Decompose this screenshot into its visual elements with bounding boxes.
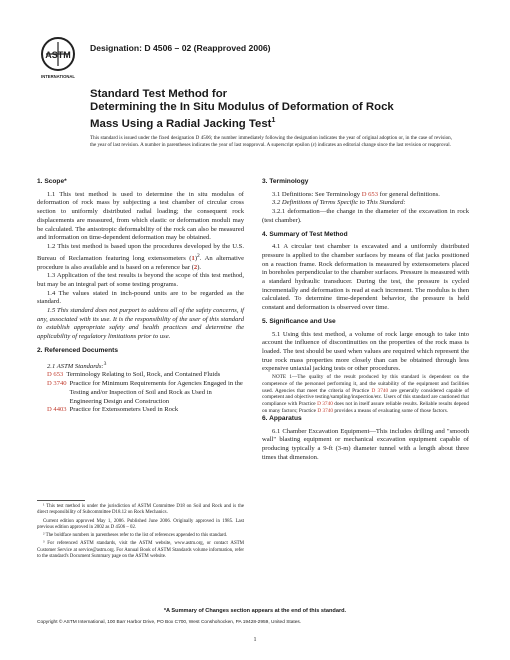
section-heading-apparatus: 6. Apparatus [262,414,302,422]
section-heading-referenced-documents: 2. Referenced Documents [37,346,118,354]
paragraph-1-3: 1.3 Application of the test results is beyond the scope of this test method, but may be an integral part of some testing programs. [37,272,244,288]
paragraph-4-1: 4.1 A circular test chamber is excavated and a uniformly distributed pressure is applied to the chamber surfaces by means of flat jacks positioned on a reaction frame. Rock deformation is measured by extensometers placed in boreholes perpendicular to the chamber surfaces. Pressure is measured with a standard hydraulic transducer. During the test, the pressure is cycled incrementally and deformation is read at each increment. The modulus is then calculated. To determine time-dependent behavior, the pressure is held constant and deformation is observed over time. [262,243,469,312]
right-column [262,178,469,462]
reference-item [37,406,244,415]
title-line-2: Determining the In Situ Modulus of Deformation of Rock [90,101,394,114]
page-number: 1 [253,637,257,643]
summary-of-changes-note: *A Summary of Changes section appears at the end of this standard. [163,608,347,614]
designation: Designation: D 4506 – 02 (Reapproved 2006) [90,43,271,53]
reference-2-link[interactable]: 2 [193,263,198,271]
paragraph-3-1: 3.1 Definitions: See Terminology D 653 for general definitions. [272,190,440,198]
footnotes [37,504,244,562]
reference-title: Practice for Minimum Requirements for Agencies Engaged in the Testing and/or Inspection of Soil and Rock as Used in Engineering Design and Construction [69,380,243,405]
terminology-code-link[interactable]: D 653 [361,190,379,198]
issuance-note: This standard is issued under the fixed designation D 4506; the number immediately following the designation indicates the year of original adoption or, in the case of revision, the year of last revision. A number in parentheses indicates the year of last reapproval. A superscript epsilon (ε) indicates an editorial change since the last revision or reapproval. [90,135,452,148]
reference-code-link[interactable]: D 4403 [47,406,67,414]
footnote-1-edition: Current edition approved May 1, 2006. Published June 2006. Originally approved in 1985. Last previous edition approved in 2002 as D 4506 – 02. [37,518,244,530]
footnote-3: ³ For referenced ASTM standards, visit the ASTM website, www.astm.org, or contact ASTM Customer Service at service@astm.org. For Annual Book of ASTM Standards volume information, refer to the standard's Document Summary page on the ASTM website. [37,541,244,560]
copyright-notice: Copyright © ASTM International, 100 Barr Harbor Drive, PO Box C700, West Conshohocken, PA 19428-2959, United States. [37,620,302,625]
svg-text:INTERNATIONAL: INTERNATIONAL [41,74,75,79]
reference-item [37,371,244,380]
reference-item [37,380,244,406]
paragraph-3-2: 3.2 Definitions of Terms Specific to This Standard: [272,199,406,207]
reference-title: Practice for Extensometers Used in Rock [69,406,179,414]
document-title [90,88,460,131]
paragraph-6-1: 6.1 Chamber Excavation Equipment—This includes drilling and "smooth wall" blasting equipment or mechanical excavation equipment capable of producing typically a 9-ft (3-m) diameter tunnel with a length about three times that dimension. [262,427,469,461]
section-heading-summary: 4. Summary of Test Method [262,230,348,238]
note-code-link[interactable]: D 3740 [371,387,389,394]
section-heading-significance: 5. Significance and Use [262,317,336,325]
paragraph-3-2-1: 3.2.1 deformation—the change in the diameter of the excavation in rock (test chamber). [262,208,469,224]
paragraph-1-2: 1.2 This test method is based upon the procedures developed by the U.S. Bureau of Reclamation featuring long extensometers $(1)^2$. An alternative procedure is also available and is based on a reference bar (2). [37,242,245,271]
title-line-3: Mass Using a Radial Jacking Test$^1$ [90,117,276,131]
footnote-2: ² The boldface numbers in parentheses refer to the list of references appended to this standard. [43,533,228,539]
reference-title: Terminology Relating to Soil, Rock, and Contained Fluids [66,371,221,379]
left-column [37,178,244,415]
note-code-link[interactable]: D 3740 [317,401,333,408]
section-heading-terminology: 3. Terminology [262,178,309,185]
note-code-link[interactable]: D 3740 [317,408,334,415]
reference-code-link[interactable]: D 3740 [47,380,67,388]
paragraph-1-5: 1.5 This standard does not purport to address all of the safety concerns, if any, associated with its use. It is the responsibility of the user of this standard to establish appropriate safety and health practices and determine the applicability of regulatory limitations prior to use. [37,307,244,341]
title-line-1: Standard Test Method for [90,88,228,100]
astm-logo-icon [38,36,78,80]
reference-code-link[interactable]: D 653 [47,371,64,379]
svg-text:ASTM: ASTM [45,50,71,60]
paragraph-1-1: 1.1 This test method is used to determine the in situ modulus of deformation of rock mass by subjecting a test chamber of circular cross section to uniformly distributed radial loading; the consequent rock displacements are measured, from which elastic or deformation moduli may be calculated. The anisotropic deformability of the rock can also be measured and information on time-dependent deformation may be obtained. [37,190,244,242]
paragraph-1-4: 1.4 The values stated in inch-pound units are to be regarded as the standard. [37,289,244,306]
footnote-1: ¹ This test method is under the jurisdiction of ASTM Committee D18 on Soil and Rock and is the direct responsibility of Subcommittee D18.12 on Rock Mechanics. [37,504,244,516]
paragraph-5-1: 5.1 Using this test method, a volume of rock large enough to take into account the influence of discontinuities on the properties of the rock mass is loaded. The test should be used when values are required which represent the true rock mass properties more closely than can be obtained through less expensive uniaxial jacking tests or other procedures. [262,330,469,373]
footnote-divider [37,500,85,501]
section-heading-scope: 1. Scope* [37,178,67,185]
astm-standards-subheading: 2.1 ASTM Standards:$^3$ [47,360,107,370]
note-1: NOTE 1—The quality of the result produced by this standard is dependent on the competence of the personnel performing it, and the suitability of the equipment and facilities used. Agencies that meet the criteria of Practice D 3740 are generally considered capable of competent and objective testing/sampling/inspection/etc. Users of this standard are cautioned that compliance with Practice D 3740 does not in itself assure reliable results. Reliable results depend on many factors; Practice D 3740 provides a means of evaluating some of those factors. [262,374,469,415]
reference-1-link[interactable]: 1 [191,254,195,262]
